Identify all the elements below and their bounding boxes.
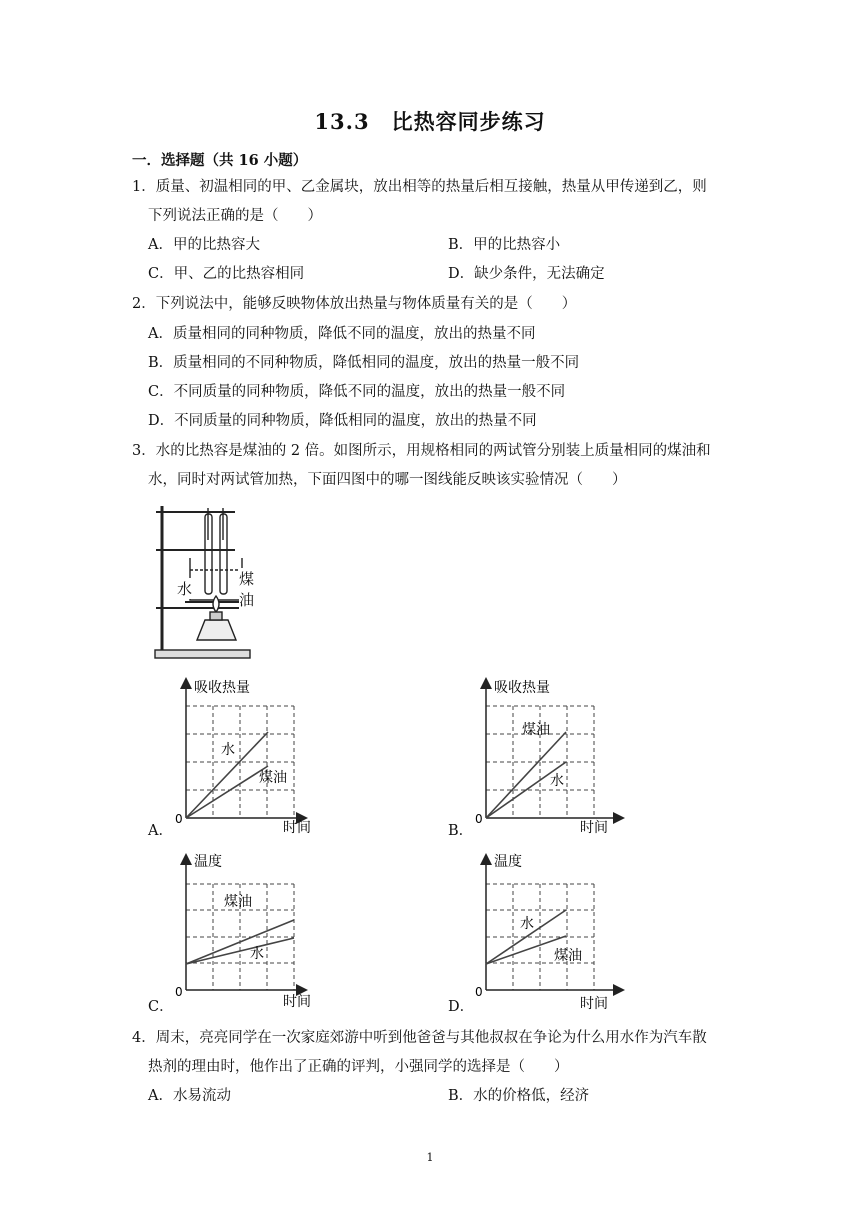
q2-option-a: A．质量相同的同种物质，降低不同的温度，放出的热量不同 (148, 326, 536, 342)
graph-a-upper-line-label: 水 (221, 742, 235, 758)
q1-option-c: C．甲、乙的比热容相同 (148, 266, 305, 282)
graph-d-ylabel: 温度 (494, 854, 522, 870)
graph-b-origin: 0 (475, 812, 483, 826)
q3-option-a-letter: A． (148, 823, 173, 839)
graph-c-lower-line-label: 水 (250, 946, 264, 962)
q2-option-b: B．质量相同的不同种物质，降低相同的温度，放出的热量一般不同 (148, 355, 580, 371)
apparatus-label-kerosene-top: 煤 (239, 570, 255, 588)
q2-option-d: D．不同质量的同种物质，降低相同的温度，放出的热量不同 (148, 413, 537, 429)
apparatus-label-kerosene-bottom: 油 (239, 591, 255, 609)
graph-c-xlabel: 时间 (283, 994, 311, 1010)
page-title: 13.3 比热容同步练习 (314, 109, 546, 134)
graph-b-lower-line-label: 水 (550, 773, 564, 789)
graph-a-lower-line-label: 煤油 (259, 770, 287, 786)
graph-c (170, 852, 315, 1012)
q3-option-d-letter: D． (448, 999, 475, 1015)
q1-line-1: 1．质量、初温相同的甲、乙金属块，放出相等的热量后相互接触，热量从甲传递到乙，则 (132, 179, 707, 195)
q3-option-b-letter: B． (448, 823, 474, 839)
q4-option-b: B．水的价格低，经济 (448, 1088, 590, 1104)
graph-b (470, 674, 630, 839)
q4-option-a: A．水易流动 (148, 1088, 231, 1104)
apparatus-label-water: 水 (177, 580, 193, 598)
graph-a-ylabel: 吸收热量 (194, 680, 250, 696)
q4-line-2: 热剂的理由时，他作出了正确的评判，小强同学的选择是（ ） (148, 1059, 569, 1075)
q1-option-a: A．甲的比热容大 (148, 237, 260, 253)
q2-option-c: C．不同质量的同种物质，降低不同的温度，放出的热量一般不同 (148, 384, 566, 400)
q4-line-1: 4．周末，亮亮同学在一次家庭郊游中听到他爸爸与其他叔叔在争论为什么用水作为汽车散 (132, 1030, 707, 1046)
graph-b-xlabel: 时间 (580, 820, 608, 836)
graph-d (470, 852, 630, 1014)
graph-b-ylabel: 吸收热量 (494, 680, 550, 696)
q3-line-2: 水，同时对两试管加热，下面四图中的哪一图线能反映该实验情况（ ） (148, 472, 627, 488)
q3-option-c-letter: C． (148, 999, 174, 1015)
q1-option-d: D．缺少条件，无法确定 (448, 266, 605, 282)
q1-line-2: 下列说法正确的是（ ） (148, 208, 322, 224)
q2-line-1: 2．下列说法中，能够反映物体放出热量与物体质量有关的是（ ） (132, 296, 577, 312)
q3-line-1: 3．水的比热容是煤油的 2 倍。如图所示，用规格相同的两试管分别装上质量相同的煤油和 (132, 443, 711, 459)
graph-a-origin: 0 (175, 812, 183, 826)
graph-d-xlabel: 时间 (580, 996, 608, 1012)
graph-c-upper-line-label: 煤油 (224, 894, 252, 910)
graph-c-ylabel: 温度 (194, 854, 222, 870)
page-number: 1 (426, 1151, 434, 1164)
graph-d-lower-line-label: 煤油 (554, 948, 582, 964)
graph-d-upper-line-label: 水 (520, 916, 534, 932)
graph-a-xlabel: 时间 (283, 820, 311, 836)
graph-d-origin: 0 (475, 985, 483, 999)
q1-option-b: B．甲的比热容小 (448, 237, 561, 253)
graph-a (170, 674, 315, 839)
graph-b-upper-line-label: 煤油 (522, 722, 550, 738)
section-heading: 一．选择题（共 16 小题） (132, 152, 308, 169)
graph-c-origin: 0 (175, 985, 183, 999)
